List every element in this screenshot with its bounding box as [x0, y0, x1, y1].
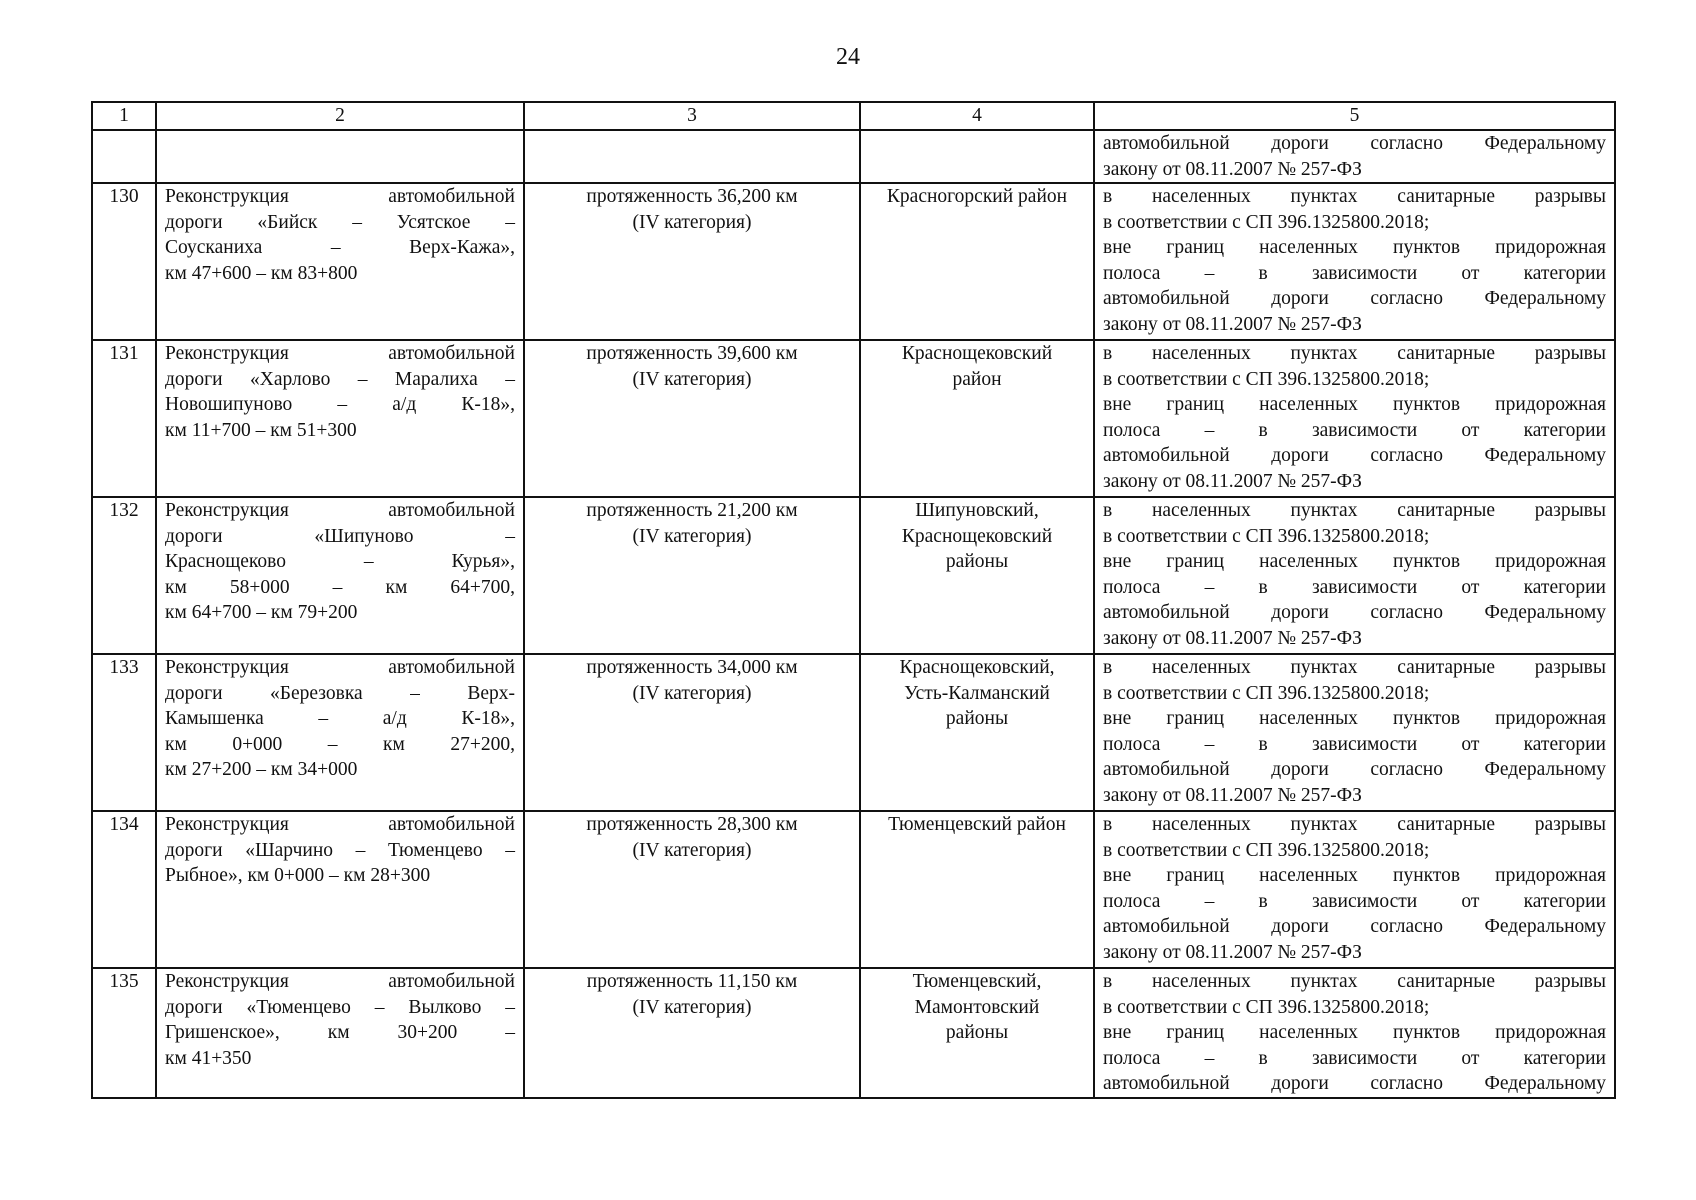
- project-parameter-line: протяженность 28,300 км: [586, 814, 798, 835]
- road-projects-table: [91, 101, 1616, 1099]
- project-note-line: автомобильной дороги согласно Федеральному: [1103, 1073, 1606, 1094]
- project-location-line: Шипуновский,: [915, 500, 1039, 521]
- project-note-line: в населенных пунктах санитарные разрывы: [1103, 186, 1606, 207]
- project-name-line: дороги «Березовка – Верх-: [165, 682, 515, 704]
- project-note-line: автомобильной дороги согласно Федеральному: [1103, 602, 1606, 623]
- project-note-line: вне границ населенных пунктов придорожная: [1103, 1022, 1606, 1043]
- project-name-line: км 41+350: [165, 1047, 252, 1069]
- project-name-line: Новошипуново – а/д К-18»,: [165, 394, 515, 415]
- project-note-line: в соответствии с СП 396.1325800.2018;: [1103, 525, 1430, 547]
- row-number-cell: [92, 811, 156, 968]
- column-header-4: 4: [860, 102, 1094, 130]
- continuation-note-cell: [1094, 130, 1615, 183]
- project-note-line: в населенных пунктах санитарные разрывы: [1103, 343, 1606, 364]
- continuation-name-cell: [156, 130, 524, 183]
- project-note-line: в соответствии с СП 396.1325800.2018;: [1103, 211, 1430, 233]
- row-number: 130: [109, 186, 139, 207]
- project-location-line: район: [952, 368, 1002, 390]
- project-name-cell: [156, 497, 524, 654]
- project-parameter-line: (IV категория): [632, 525, 752, 547]
- column-header-1: 1: [92, 102, 156, 130]
- project-name-line: Краснощеково – Курья»,: [165, 551, 515, 572]
- project-parameter-line: (IV категория): [632, 682, 752, 704]
- project-name-cell: [156, 340, 524, 497]
- project-name-line: Реконструкция автомобильной: [165, 657, 515, 678]
- project-parameter-line: (IV категория): [632, 839, 752, 861]
- project-note-line: закону от 08.11.2007 № 257-ФЗ: [1103, 627, 1362, 649]
- project-name-line: Реконструкция автомобильной: [165, 500, 515, 521]
- project-name-cell: [156, 183, 524, 340]
- project-parameter-line: протяженность 21,200 км: [586, 500, 798, 521]
- row-number: 135: [109, 971, 139, 992]
- continuation-note-line: закону от 08.11.2007 № 257-ФЗ: [1103, 158, 1362, 180]
- project-note-line: автомобильной дороги согласно Федеральному: [1103, 759, 1606, 780]
- project-note-line: вне границ населенных пунктов придорожная: [1103, 865, 1606, 886]
- project-note-line: закону от 08.11.2007 № 257-ФЗ: [1103, 784, 1362, 806]
- project-parameters-cell: [524, 340, 860, 497]
- project-note-line: закону от 08.11.2007 № 257-ФЗ: [1103, 470, 1362, 492]
- project-name-cell: [156, 811, 524, 968]
- project-name-line: Гришенское», км 30+200 –: [165, 1022, 515, 1043]
- continuation-location-cell: [860, 130, 1094, 183]
- project-parameters-cell: [524, 183, 860, 340]
- project-parameter-line: протяженность 11,150 км: [586, 971, 798, 992]
- project-name-line: км 64+700 – км 79+200: [165, 602, 358, 623]
- project-note-line: вне границ населенных пунктов придорожная: [1103, 708, 1606, 729]
- row-number-cell: [92, 183, 156, 340]
- project-parameters-cell: [524, 811, 860, 968]
- continuation-num-cell: [92, 130, 156, 183]
- project-location-cell: [860, 497, 1094, 654]
- project-location-line: Тюменцевский,: [912, 971, 1042, 992]
- project-name-line: дороги «Шипуново –: [165, 525, 515, 547]
- project-parameters-cell: [524, 654, 860, 811]
- project-name-line: дороги «Бийск – Усятское –: [165, 211, 515, 233]
- table-row: [92, 340, 1615, 497]
- project-note-line: полоса – в зависимости от категории: [1103, 262, 1606, 284]
- project-parameter-line: (IV категория): [632, 996, 752, 1018]
- project-note-cell: [1094, 654, 1615, 811]
- project-name-line: дороги «Харлово – Маралиха –: [165, 368, 515, 390]
- row-number: 131: [109, 343, 139, 364]
- project-note-line: вне границ населенных пунктов придорожная: [1103, 237, 1606, 258]
- row-number-cell: [92, 654, 156, 811]
- project-note-line: в соответствии с СП 396.1325800.2018;: [1103, 839, 1430, 861]
- project-name-cell: [156, 654, 524, 811]
- continuation-param-cell: [524, 130, 860, 183]
- row-number: 132: [109, 500, 139, 521]
- project-location-line: Краснощековский: [901, 525, 1053, 547]
- project-parameters-cell: [524, 497, 860, 654]
- continuation-note-line: автомобильной дороги согласно Федеральному: [1103, 133, 1606, 154]
- project-name-line: км 0+000 – км 27+200,: [165, 733, 515, 755]
- project-parameter-line: (IV категория): [632, 211, 752, 233]
- project-name-line: км 58+000 – км 64+700,: [165, 576, 515, 598]
- project-note-line: полоса – в зависимости от категории: [1103, 890, 1606, 912]
- table-row: [92, 183, 1615, 340]
- project-location-line: Мамонтовский: [914, 996, 1040, 1018]
- project-note-cell: [1094, 968, 1615, 1098]
- project-parameter-line: протяженность 36,200 км: [586, 186, 798, 207]
- project-note-line: закону от 08.11.2007 № 257-ФЗ: [1103, 313, 1362, 335]
- project-name-line: Реконструкция автомобильной: [165, 971, 515, 992]
- project-note-line: автомобильной дороги согласно Федеральному: [1103, 916, 1606, 937]
- project-name-line: Реконструкция автомобильной: [165, 814, 515, 835]
- project-note-cell: [1094, 497, 1615, 654]
- project-name-line: км 27+200 – км 34+000: [165, 759, 358, 780]
- project-note-line: вне границ населенных пунктов придорожная: [1103, 394, 1606, 415]
- project-name-line: дороги «Тюменцево – Вылково –: [165, 996, 515, 1018]
- project-parameters-cell: [524, 968, 860, 1098]
- project-name-line: км 47+600 – км 83+800: [165, 262, 358, 284]
- project-parameter-line: протяженность 34,000 км: [586, 657, 798, 678]
- project-note-line: в населенных пунктах санитарные разрывы: [1103, 971, 1606, 992]
- project-name-line: Реконструкция автомобильной: [165, 186, 515, 207]
- project-location-cell: [860, 811, 1094, 968]
- continuation-row: [92, 130, 1615, 183]
- table-row: [92, 968, 1615, 1098]
- project-location-cell: [860, 968, 1094, 1098]
- project-name-line: Соусканиха – Верх-Кажа»,: [165, 237, 515, 258]
- column-header-5: 5: [1094, 102, 1615, 130]
- project-location-line: районы: [945, 551, 1009, 572]
- project-name-line: Камышенка – а/д К-18»,: [165, 708, 515, 729]
- project-note-line: вне границ населенных пунктов придорожная: [1103, 551, 1606, 572]
- project-name-line: Реконструкция автомобильной: [165, 343, 515, 364]
- project-note-line: в соответствии с СП 396.1325800.2018;: [1103, 996, 1430, 1018]
- row-number-cell: [92, 340, 156, 497]
- project-note-line: автомобильной дороги согласно Федеральному: [1103, 445, 1606, 466]
- project-name-line: дороги «Шарчино – Тюменцево –: [165, 839, 515, 861]
- project-note-cell: [1094, 340, 1615, 497]
- project-note-line: в соответствии с СП 396.1325800.2018;: [1103, 368, 1430, 390]
- table-row: [92, 811, 1615, 968]
- project-location-line: районы: [945, 708, 1009, 729]
- project-location-line: Усть-Калманский: [904, 682, 1050, 704]
- project-name-cell: [156, 968, 524, 1098]
- project-note-line: автомобильной дороги согласно Федеральному: [1103, 288, 1606, 309]
- project-note-line: полоса – в зависимости от категории: [1103, 576, 1606, 598]
- project-parameter-line: (IV категория): [632, 368, 752, 390]
- project-name-line: км 11+700 – км 51+300: [165, 419, 357, 441]
- project-location-line: Краснощековский: [901, 343, 1053, 364]
- project-location-line: Тюменцевский район: [888, 814, 1066, 835]
- project-note-line: в населенных пунктах санитарные разрывы: [1103, 657, 1606, 678]
- project-note-line: полоса – в зависимости от категории: [1103, 419, 1606, 441]
- row-number: 133: [109, 657, 139, 678]
- project-parameter-line: протяженность 39,600 км: [586, 343, 798, 364]
- project-note-line: полоса – в зависимости от категории: [1103, 733, 1606, 755]
- project-note-line: в населенных пунктах санитарные разрывы: [1103, 500, 1606, 521]
- project-location-line: Краснощековский,: [899, 657, 1055, 678]
- project-note-line: полоса – в зависимости от категории: [1103, 1047, 1606, 1069]
- row-number-cell: [92, 497, 156, 654]
- project-note-line: закону от 08.11.2007 № 257-ФЗ: [1103, 941, 1362, 963]
- table-header-row: [92, 102, 1615, 130]
- project-name-line: Рыбное», км 0+000 – км 28+300: [165, 865, 431, 886]
- project-note-cell: [1094, 811, 1615, 968]
- project-note-line: в населенных пунктах санитарные разрывы: [1103, 814, 1606, 835]
- project-note-line: в соответствии с СП 396.1325800.2018;: [1103, 682, 1430, 704]
- project-location-line: районы: [945, 1022, 1009, 1043]
- project-location-cell: [860, 183, 1094, 340]
- project-location-cell: [860, 654, 1094, 811]
- project-location-line: Красногорский район: [886, 186, 1068, 207]
- column-header-2: 2: [156, 102, 524, 130]
- project-location-cell: [860, 340, 1094, 497]
- project-note-cell: [1094, 183, 1615, 340]
- table-row: [92, 654, 1615, 811]
- column-header-3: 3: [524, 102, 860, 130]
- row-number-cell: [92, 968, 156, 1098]
- table-row: [92, 497, 1615, 654]
- page-number: 24: [836, 44, 860, 70]
- row-number: 134: [109, 814, 139, 835]
